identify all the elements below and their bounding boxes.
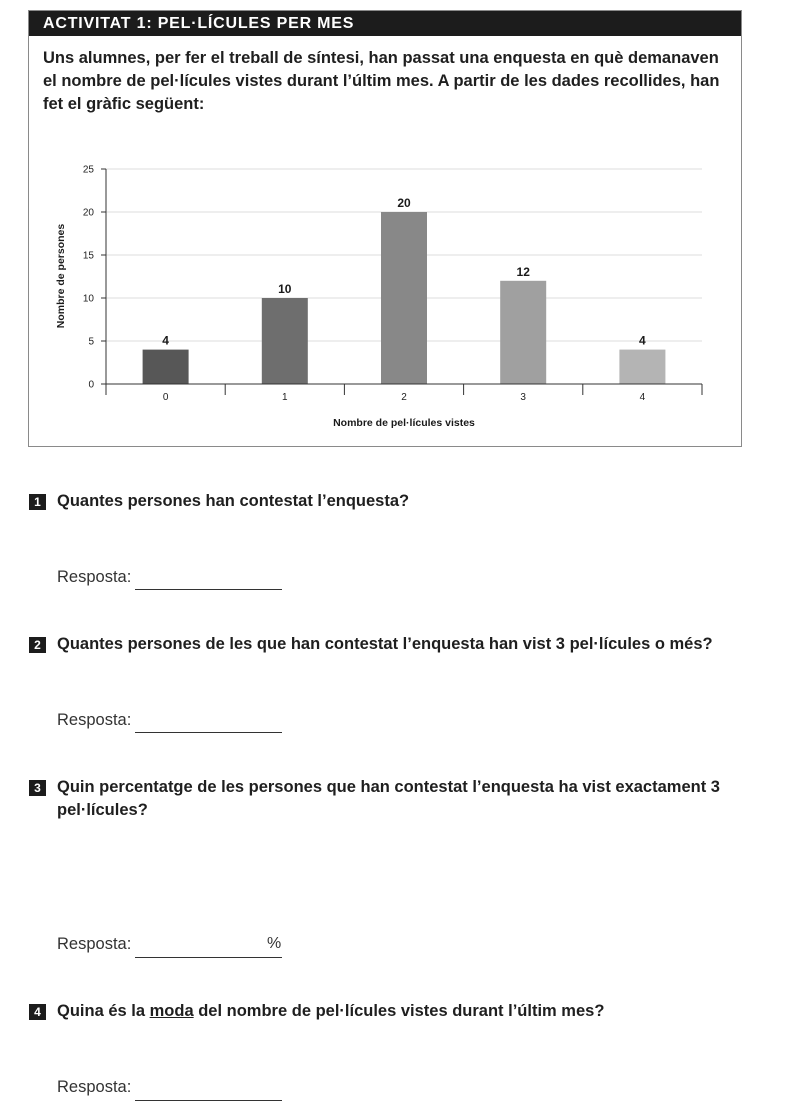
question-2-answer-field[interactable] xyxy=(135,712,282,733)
y-tick-label: 15 xyxy=(82,250,94,262)
data-label: 10 xyxy=(278,282,292,296)
question-1-answer-field[interactable] xyxy=(135,569,282,590)
question-4-text-start: Quina és la xyxy=(57,1002,150,1020)
question-3-percent-sign: % xyxy=(267,935,282,952)
data-label: 4 xyxy=(162,333,169,348)
x-tick-label: 1 xyxy=(282,392,288,403)
question-4-text-end: del nombre de pel·lícules vistes durant l’últim mes? xyxy=(193,1002,605,1020)
bar-chart xyxy=(0,0,800,460)
activity-intro: Uns alumnes, per fer el treball de síntesi, han passat una enquesta en què demanaven el nombre de pel·lícules vistes durant l’últim mes. A partir de les dades recollides, han fet el gràfic següent: xyxy=(43,49,720,113)
question-3-answer-field[interactable] xyxy=(135,937,282,958)
question-1-number: 1 xyxy=(29,494,46,510)
x-tick-label: 3 xyxy=(520,392,526,403)
bar xyxy=(262,298,308,384)
question-4-answer-field[interactable] xyxy=(135,1080,282,1101)
question-1-answer-label: Resposta: xyxy=(57,568,132,586)
question-4-moda-term: moda xyxy=(149,1002,194,1020)
x-tick-label: 2 xyxy=(401,392,407,403)
bar xyxy=(500,281,546,384)
question-4-answer-label: Resposta: xyxy=(57,1078,132,1096)
x-tick-label: 4 xyxy=(639,392,646,403)
y-axis-title: Nombre de persones xyxy=(55,223,67,329)
x-axis-title: Nombre de pel·lícules vistes xyxy=(333,417,475,429)
question-3-number: 3 xyxy=(29,780,46,796)
y-tick-label: 0 xyxy=(88,379,94,391)
question-4-text xyxy=(57,1000,747,1023)
data-label: 4 xyxy=(639,333,646,348)
data-label: 20 xyxy=(397,196,411,210)
y-tick-label: 25 xyxy=(82,164,94,176)
bar xyxy=(143,350,189,384)
question-1-text: Quantes persones han contestat l’enquesta? xyxy=(57,492,410,510)
x-tick-label: 0 xyxy=(162,392,169,403)
bar xyxy=(619,350,665,384)
activity-title: ACTIVITAT 1: PEL·LÍCULES PER MES xyxy=(29,11,741,36)
data-label: 12 xyxy=(516,264,530,279)
bar xyxy=(381,212,427,384)
question-3-answer-label: Resposta: xyxy=(57,935,132,953)
question-2-text: Quantes persones de les que han contestat l’enquesta han vist 3 pel·lícules o més? xyxy=(57,635,713,653)
question-2-number: 2 xyxy=(29,637,46,653)
question-2-answer-label: Resposta: xyxy=(57,711,132,729)
question-3-text: Quin percentatge de les persones que han contestat l’enquesta ha vist exactament 3 pel·lícules? xyxy=(57,778,720,819)
question-4-number: 4 xyxy=(29,1004,46,1020)
y-tick-label: 5 xyxy=(88,336,94,348)
y-tick-label: 20 xyxy=(82,207,94,219)
y-tick-label: 10 xyxy=(82,293,94,305)
